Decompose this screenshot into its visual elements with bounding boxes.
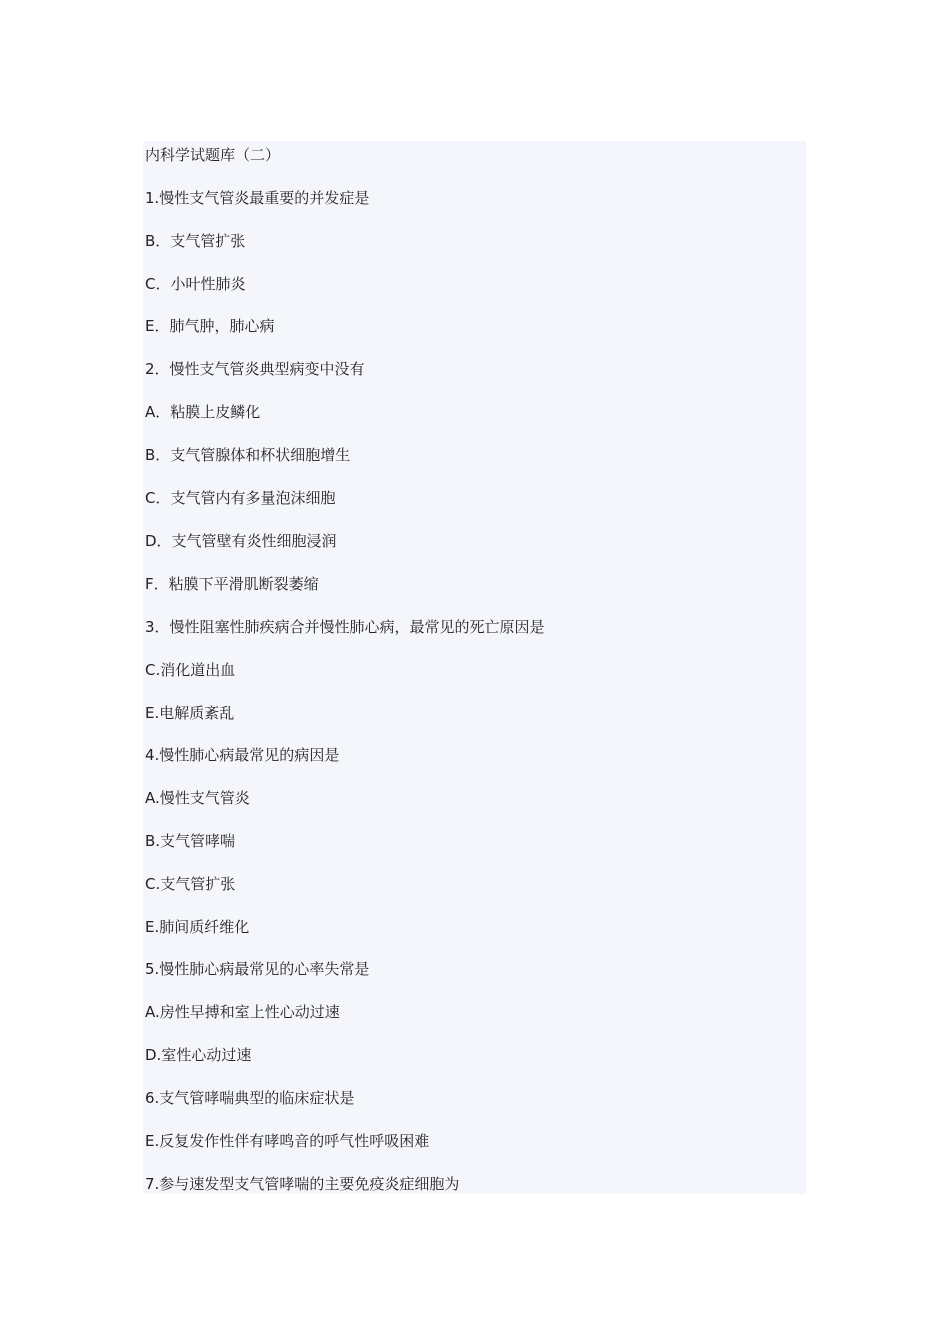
text-line: A．粘膜上皮鳞化 bbox=[145, 403, 261, 421]
document-title: 内科学试题库（二） bbox=[145, 146, 281, 164]
text-line: E.电解质紊乱 bbox=[145, 704, 235, 722]
text-line: F．粘膜下平滑肌断裂萎缩 bbox=[145, 575, 319, 593]
text-line: 3．慢性阻塞性肺疾病合并慢性肺心病，最常见的死亡原因是 bbox=[145, 618, 545, 636]
text-line: C.支气管扩张 bbox=[145, 875, 236, 893]
text-line: E.肺间质纤维化 bbox=[145, 918, 250, 936]
text-line: E.反复发作性伴有哮鸣音的呼气性呼吸困难 bbox=[145, 1132, 430, 1150]
text-line: 7.参与速发型支气管哮喘的主要免疫炎症细胞为 bbox=[145, 1175, 460, 1193]
text-line: A.房性早搏和室上性心动过速 bbox=[145, 1003, 340, 1021]
text-line: A.慢性支气管炎 bbox=[145, 789, 250, 807]
text-line: B.支气管哮喘 bbox=[145, 832, 236, 850]
text-line: C．小叶性肺炎 bbox=[145, 275, 246, 293]
text-line: 5.慢性肺心病最常见的心率失常是 bbox=[145, 960, 370, 978]
text-line: 2．慢性支气管炎典型病变中没有 bbox=[145, 360, 365, 378]
text-line: E．肺气肿，肺心病 bbox=[145, 317, 275, 335]
text-line: 6.支气管哮喘典型的临床症状是 bbox=[145, 1089, 355, 1107]
text-line: B．支气管腺体和杯状细胞增生 bbox=[145, 446, 351, 464]
text-line: C.消化道出血 bbox=[145, 661, 236, 679]
text-line: 4.慢性肺心病最常见的病因是 bbox=[145, 746, 340, 764]
text-line: D.室性心动过速 bbox=[145, 1046, 252, 1064]
document-content-area bbox=[143, 141, 806, 1194]
text-line: D．支气管壁有炎性细胞浸润 bbox=[145, 532, 337, 550]
text-line: B．支气管扩张 bbox=[145, 232, 246, 250]
text-line: 1.慢性支气管炎最重要的并发症是 bbox=[145, 189, 370, 207]
text-line: C．支气管内有多量泡沫细胞 bbox=[145, 489, 336, 507]
